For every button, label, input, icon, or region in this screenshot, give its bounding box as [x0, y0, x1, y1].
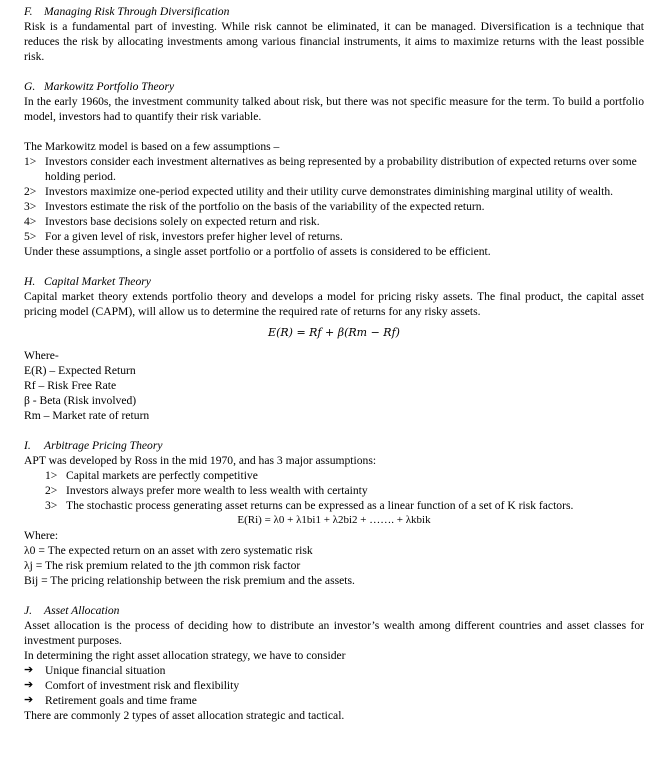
list-item-number: 1>	[24, 155, 37, 168]
section-f-letter: F.	[24, 5, 33, 18]
list-item-number: 2>	[45, 484, 58, 497]
section-j-body: Asset allocation is the process of deciding how to distribute an investor’s wealth among different countries and asset classes for investment purposes.	[24, 619, 644, 647]
section-h-heading	[24, 274, 644, 289]
list-item-number: 3>	[45, 499, 58, 512]
list-item-number: 2>	[24, 185, 37, 198]
document-page	[24, 4, 644, 723]
section-i-heading	[24, 438, 644, 453]
list-item-text: Unique financial situation	[45, 664, 166, 677]
list-item-text: Investors estimate the risk of the portfolio on the basis of the variability of the expected return.	[45, 200, 485, 213]
section-g-intro: The Markowitz model is based on a few assumptions –	[24, 140, 280, 153]
list-item-number: 1>	[45, 469, 58, 482]
section-i-title: Arbitrage Pricing Theory	[44, 439, 163, 452]
list-item	[24, 199, 644, 214]
list-item	[24, 678, 644, 693]
list-item	[24, 214, 644, 229]
list-item-number: 5>	[24, 230, 37, 243]
section-g-conclusion: Under these assumptions, a single asset portfolio or a portfolio of assets is considered to be efficient.	[24, 245, 491, 258]
section-i-body: APT was developed by Ross in the mid 1970, and has 3 major assumptions:	[24, 454, 377, 467]
capm-definition: Rf – Risk Free Rate	[24, 379, 117, 392]
list-item-text: Capital markets are perfectly competitive	[66, 469, 258, 482]
apt-definition: Bij = The pricing relationship between the risk premium and the assets.	[24, 574, 355, 587]
list-item	[24, 663, 644, 678]
list-item-text: For a given level of risk, investors prefer higher level of returns.	[45, 230, 343, 243]
list-item	[24, 693, 644, 708]
list-item-number: 4>	[24, 215, 37, 228]
section-g-heading	[24, 79, 644, 94]
apt-definition: λ0 = The expected return on an asset with zero systematic risk	[24, 544, 313, 557]
section-j-intro: In determining the right asset allocation strategy, we have to consider	[24, 649, 346, 662]
section-f-body: Risk is a fundamental part of investing. While risk cannot be eliminated, it can be managed. Diversification is a technique that reduces the risk by allocating investments among various financial instruments, it aims to maximize returns with the least possible risk.	[24, 20, 644, 63]
section-j-letter: J.	[24, 604, 33, 617]
list-item	[24, 468, 644, 483]
apt-formula: E(Ri) = λ0 + λ1bi1 + λ2bi2 + ……. + λkbik	[237, 514, 431, 526]
markowitz-assumptions-list	[24, 154, 644, 244]
asset-allocation-considerations	[24, 663, 644, 708]
list-item-text: Comfort of investment risk and flexibility	[45, 679, 240, 692]
list-item-text: The stochastic process generating asset returns can be expressed as a linear function of a set of K risk factors.	[66, 499, 574, 512]
list-item	[24, 229, 644, 244]
section-f-heading	[24, 4, 644, 19]
list-item-text: Investors maximize one-period expected utility and their utility curve demonstrates diminishing marginal utility of wealth.	[45, 185, 614, 198]
section-h-title: Capital Market Theory	[44, 275, 151, 288]
apt-assumptions-list	[24, 468, 644, 513]
section-j-title: Asset Allocation	[44, 604, 120, 617]
section-j-conclusion: There are commonly 2 types of asset allocation strategic and tactical.	[24, 709, 345, 722]
capm-definition: Rm – Market rate of return	[24, 409, 150, 422]
section-g-letter: G.	[24, 80, 36, 93]
section-i-letter: I.	[24, 439, 31, 452]
arrow-icon: ➔	[24, 679, 34, 691]
list-item	[24, 154, 644, 184]
section-j-heading	[24, 603, 644, 618]
arrow-icon: ➔	[24, 664, 34, 676]
capm-formula: E(R) = Rf + β(Rm − Rf)	[268, 326, 400, 339]
list-item	[24, 498, 644, 513]
capm-where-label: Where-	[24, 349, 59, 362]
section-h-letter: H.	[24, 275, 36, 288]
list-item	[24, 184, 644, 199]
list-item	[24, 483, 644, 498]
section-g-body: In the early 1960s, the investment community talked about risk, but there was not specific measure for the term. To build a portfolio model, investors had to quantify their risk variable.	[24, 95, 644, 123]
list-item-number: 3>	[24, 200, 37, 213]
arrow-icon: ➔	[24, 694, 34, 706]
list-item-text: Retirement goals and time frame	[45, 694, 197, 707]
capm-definition: β - Beta (Risk involved)	[24, 394, 137, 407]
section-g-title: Markowitz Portfolio Theory	[44, 80, 175, 93]
list-item-text: Investors consider each investment alternatives as being represented by a probability distribution of expected returns over some holding period.	[45, 155, 637, 183]
apt-definition: λj = The risk premium related to the jth common risk factor	[24, 559, 301, 572]
capm-definition: E(R) – Expected Return	[24, 364, 136, 377]
section-f-title: Managing Risk Through Diversification	[44, 5, 230, 18]
section-h-body: Capital market theory extends portfolio theory and develops a model for pricing risky assets. The final product, the capital asset pricing model (CAPM), will allow us to determine the required rate of returns for any risky assets.	[24, 290, 644, 318]
list-item-text: Investors base decisions solely on expected return and risk.	[45, 215, 320, 228]
list-item-text: Investors always prefer more wealth to less wealth with certainty	[66, 484, 368, 497]
apt-where-label: Where:	[24, 529, 59, 542]
